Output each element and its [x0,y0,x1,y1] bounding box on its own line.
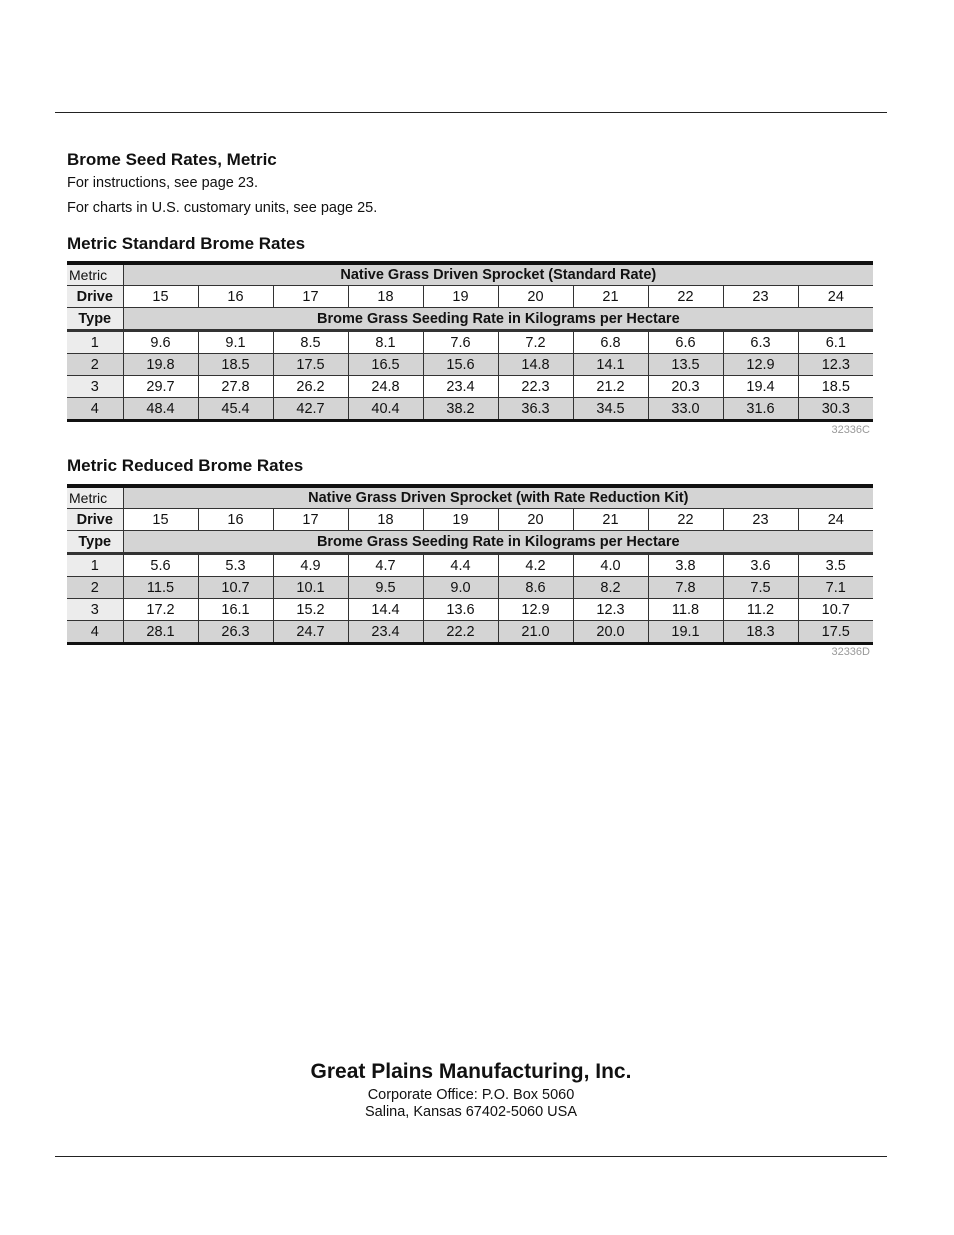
rate-cell: 10.7 [798,599,873,621]
rate-cell: 18.3 [723,621,798,644]
rate-cell: 6.6 [648,331,723,354]
us-charts-text: For charts in U.S. customary units, see page 25. [67,200,378,216]
rate-cell: 7.5 [723,577,798,599]
rate-cell: 10.7 [198,577,273,599]
sprocket-cell: 24 [798,509,873,531]
footer-rule [55,1156,887,1157]
table-row [67,354,873,376]
drive-type-cell: 1 [67,331,123,354]
instructions-text: For instructions, see page 23. [67,175,259,191]
sprocket-cell: 16 [198,286,273,308]
sprocket-row [67,509,873,531]
rate-cell: 11.5 [123,577,198,599]
table-row [67,621,873,644]
sprocket-cell: 20 [498,286,573,308]
rate-cell: 4.7 [348,554,423,577]
rate-cell: 33.0 [648,398,723,421]
rate-cell: 17.2 [123,599,198,621]
rate-cell: 13.5 [648,354,723,376]
rate-cell: 9.5 [348,577,423,599]
drive-type-cell: 4 [67,398,123,421]
rate-cell: 14.8 [498,354,573,376]
rate-cell: 6.8 [573,331,648,354]
rate-cell: 19.4 [723,376,798,398]
drive-type-cell: 4 [67,621,123,644]
rate-cell: 4.2 [498,554,573,577]
rate-cell: 6.3 [723,331,798,354]
table-row [67,331,873,354]
rate-cell: 4.4 [423,554,498,577]
sprocket-cell: 19 [423,286,498,308]
rate-cell: 20.3 [648,376,723,398]
rate-cell: 30.3 [798,398,873,421]
rate-cell: 36.3 [498,398,573,421]
rate-cell: 9.0 [423,577,498,599]
drive-label: Drive [67,509,123,531]
drive-type-cell: 2 [67,577,123,599]
rate-cell: 6.1 [798,331,873,354]
standard-rates-table [67,261,873,422]
sprocket-cell: 15 [123,286,198,308]
sprocket-cell: 24 [798,286,873,308]
sprocket-cell: 22 [648,509,723,531]
rate-cell: 18.5 [798,376,873,398]
rate-cell: 9.1 [198,331,273,354]
drive-type-cell: 2 [67,354,123,376]
rate-cell: 16.5 [348,354,423,376]
rate-cell: 20.0 [573,621,648,644]
table-row [67,376,873,398]
sprocket-cell: 17 [273,286,348,308]
header-rule [55,112,887,113]
sprocket-header-row [67,486,873,509]
sprocket-header-row [67,263,873,286]
sprocket-cell: 23 [723,509,798,531]
drive-label: Drive [67,286,123,308]
sprocket-row [67,286,873,308]
sprocket-header: Native Grass Driven Sprocket (with Rate Reduction Kit) [123,486,873,509]
drive-type-cell: 1 [67,554,123,577]
rate-cell: 23.4 [423,376,498,398]
rate-cell: 8.6 [498,577,573,599]
rate-cell: 4.9 [273,554,348,577]
rate-cell: 24.8 [348,376,423,398]
rate-cell: 7.6 [423,331,498,354]
rate-cell: 19.8 [123,354,198,376]
company-name: Great Plains Manufacturing, Inc. [310,1060,632,1083]
sprocket-cell: 18 [348,509,423,531]
table-row [67,554,873,577]
page-heading: Brome Seed Rates, Metric [67,150,277,169]
sprocket-cell: 16 [198,509,273,531]
rate-cell: 15.2 [273,599,348,621]
rate-cell: 4.0 [573,554,648,577]
rate-cell: 19.1 [648,621,723,644]
rate-cell: 3.5 [798,554,873,577]
rate-cell: 8.1 [348,331,423,354]
table-row [67,577,873,599]
rate-cell: 7.1 [798,577,873,599]
rate-cell: 21.0 [498,621,573,644]
address-line-2: Salina, Kansas 67402-5060 USA [364,1104,577,1120]
drive-type-cell: 3 [67,376,123,398]
rate-cell: 12.3 [798,354,873,376]
address-line-1: Corporate Office: P.O. Box 5060 [367,1087,575,1103]
rate-cell: 9.6 [123,331,198,354]
rate-cell: 22.3 [498,376,573,398]
sprocket-cell: 20 [498,509,573,531]
rate-cell: 27.8 [198,376,273,398]
sprocket-cell: 15 [123,509,198,531]
rate-cell: 26.3 [198,621,273,644]
table-row [67,398,873,421]
rate-cell: 14.1 [573,354,648,376]
rate-cell: 18.5 [198,354,273,376]
rate-header-row [67,531,873,554]
rate-cell: 31.6 [723,398,798,421]
sprocket-cell: 18 [348,286,423,308]
reduced-table-title: Metric Reduced Brome Rates [67,456,304,475]
rate-cell: 8.5 [273,331,348,354]
figure-code: 32336C [831,424,870,436]
rate-cell: 12.9 [498,599,573,621]
rate-cell: 10.1 [273,577,348,599]
rate-cell: 8.2 [573,577,648,599]
rate-cell: 13.6 [423,599,498,621]
rate-cell: 16.1 [198,599,273,621]
rate-cell: 28.1 [123,621,198,644]
rate-cell: 14.4 [348,599,423,621]
rate-cell: 7.2 [498,331,573,354]
sprocket-cell: 23 [723,286,798,308]
table-row [67,599,873,621]
rate-cell: 3.8 [648,554,723,577]
rate-cell: 48.4 [123,398,198,421]
standard-table-title: Metric Standard Brome Rates [67,234,306,253]
rate-cell: 11.2 [723,599,798,621]
metric-label: Metric [67,263,123,286]
rate-cell: 5.3 [198,554,273,577]
rate-cell: 17.5 [798,621,873,644]
sprocket-cell: 21 [573,509,648,531]
sprocket-cell: 19 [423,509,498,531]
type-label: Type [67,308,123,331]
rate-cell: 21.2 [573,376,648,398]
rate-cell: 45.4 [198,398,273,421]
rate-cell: 5.6 [123,554,198,577]
rate-cell: 11.8 [648,599,723,621]
rate-cell: 3.6 [723,554,798,577]
rate-cell: 23.4 [348,621,423,644]
rate-cell: 22.2 [423,621,498,644]
sprocket-header: Native Grass Driven Sprocket (Standard Rate) [123,263,873,286]
rate-cell: 12.3 [573,599,648,621]
rate-cell: 29.7 [123,376,198,398]
rate-cell: 15.6 [423,354,498,376]
type-label: Type [67,531,123,554]
rate-cell: 34.5 [573,398,648,421]
sprocket-cell: 22 [648,286,723,308]
rate-header: Brome Grass Seeding Rate in Kilograms per Hectare [123,531,873,554]
rate-cell: 7.8 [648,577,723,599]
drive-type-cell: 3 [67,599,123,621]
rate-cell: 26.2 [273,376,348,398]
rate-header-row [67,308,873,331]
rate-cell: 40.4 [348,398,423,421]
rate-cell: 12.9 [723,354,798,376]
rate-cell: 24.7 [273,621,348,644]
metric-label: Metric [67,486,123,509]
sprocket-cell: 17 [273,509,348,531]
rate-header: Brome Grass Seeding Rate in Kilograms per Hectare [123,308,873,331]
rate-cell: 42.7 [273,398,348,421]
rate-cell: 38.2 [423,398,498,421]
sprocket-cell: 21 [573,286,648,308]
figure-code: 32336D [831,646,870,658]
reduced-rates-table [67,484,873,645]
rate-cell: 17.5 [273,354,348,376]
